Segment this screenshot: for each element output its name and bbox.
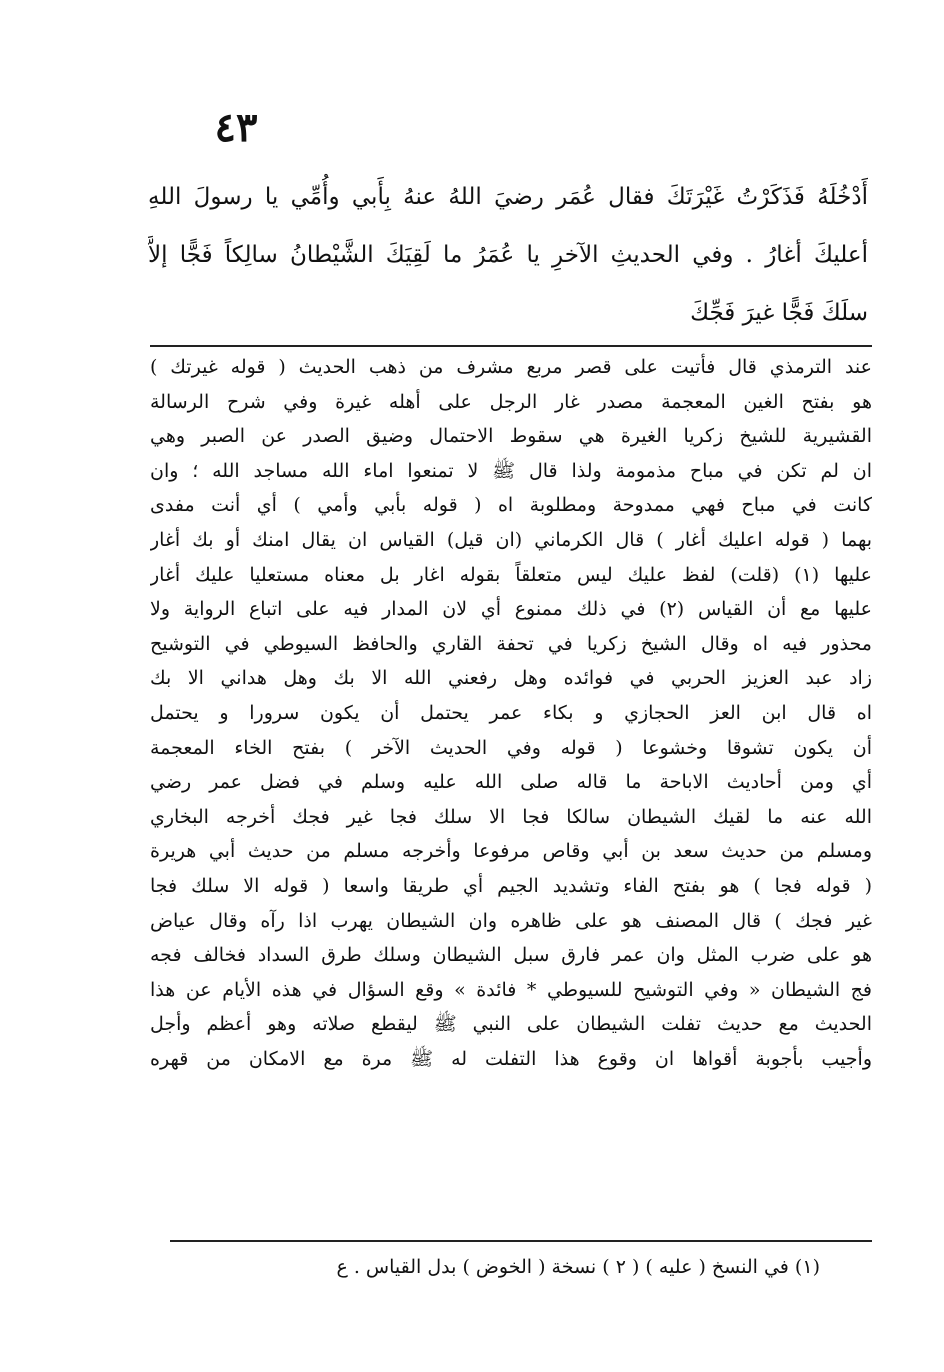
commentary-line: فج الشيطان « وفي التوشيح للسيوطي * فائدة » وقع السؤال في هذه الأيام عن هذا bbox=[150, 978, 872, 1001]
commentary-line: عند الترمذي قال فأتيت على قصر مربع مشرف من ذهب الحديث ( قوله غيرتك ) bbox=[150, 356, 872, 378]
commentary-line: بهما ( قوله اعليك أغار ) قال الكرماني (ان قيل) القياس ان يقال امنك أو بك أغار bbox=[150, 528, 872, 551]
commentary-line: عليها (١) (قلت) لفظ عليك ليس متعلقاً بقوله اغار بل معناه مستعليا عليك أغار bbox=[150, 563, 872, 586]
main-text-line: سلَكَ فَجًّا غيرَ فَجِّكَ bbox=[690, 300, 868, 326]
top-divider bbox=[150, 345, 872, 347]
commentary-line: الحديث مع حديث تفلت الشيطان على النبي ﷺ ليقطع صلاته وهو أعظم وأجل bbox=[150, 1013, 872, 1036]
main-text-line: أعليكَ أغارُ . وفي الحديثِ الآخرِ يا عُمَرُ ما لَقِيَكَ الشَّيْطانُ سالِكاً فَجًّا إلاَّ bbox=[148, 242, 868, 268]
commentary-line: أن يكون تشوقا وخشوعا ( قوله وفي الحديث الآخر ) بفتح الخاء المعجمة bbox=[150, 736, 872, 759]
commentary-line: الله عنه ما لقيك الشيطان سالكا فجا الا سلك فجا غير فجك أخرجه البخاري bbox=[150, 805, 872, 828]
commentary-line: هو على ضرب المثل وان عمر فارق سبل الشيطان وسلك طرق السداد فخالف فجه bbox=[150, 944, 872, 967]
commentary-line: اه قال ابن العز الحجازي و بكاء عمر يحتمل أن يكون سرورا و يحتمل bbox=[150, 701, 872, 724]
footnote-divider bbox=[170, 1240, 872, 1242]
footnote: (١) في النسخ ( عليه ) ( ٢ ) نسخة ( الخوض ) بدل القياس . ع bbox=[336, 1256, 820, 1278]
page-number: ٤٣ bbox=[214, 104, 258, 151]
main-text bbox=[148, 168, 868, 342]
main-text-line: أَدْخُلَهُ فَذَكَرْتُ غَيْرَتَكَ فقال عُمَر رضيَ اللهُ عنهُ بِأَبي وأُمِّي يا رسولَ اللهِ bbox=[148, 184, 868, 210]
commentary-line: أي ومن أحاديث الاباحة ما قاله صلى الله عليه وسلم في فضل عمر رضي bbox=[150, 771, 872, 794]
commentary-text bbox=[150, 350, 872, 1076]
commentary-line: عليها مع أن القياس (٢) في ذلك ممنوع أي لان المدار فيه على اتباع الرواية ولا bbox=[150, 598, 872, 621]
commentary-line: وأجيب بأجوبة أقواها ان وقوع هذا التفلت له ﷺ مرة مع الامكان من قهره bbox=[150, 1047, 872, 1070]
commentary-line: محذور فيه اه وقال الشيخ زكريا في تحفة القاري والحافظ السيوطي في التوشيح bbox=[150, 632, 872, 655]
commentary-line: القشيرية للشيخ زكريا الغيرة هي سقوط الاحتمال وضيق الصدر عن الصبر وهي bbox=[150, 425, 872, 448]
commentary-line: غير فجك ) قال المصنف هو على ظاهره وان الشيطان يهرب اذا رآه وقال عياض bbox=[150, 909, 872, 932]
commentary-line: ومسلم من حديث سعد بن أبي وقاص مرفوعا وأخرجه مسلم من حديث أبي هريرة bbox=[150, 840, 872, 863]
commentary-line: كانت في مباح فهي ممدوحة ومطلوبة اه ( قوله بأبي وأمي ) أي أنت مفدى bbox=[150, 494, 872, 517]
commentary-line: هو بفتح الغين المعجمة مصدر غار الرجل على أهله غيرة وفي شرح الرسالة bbox=[150, 390, 872, 413]
commentary-line: ان لم تكن في مباح مذمومة ولذا قال ﷺ لا تمنعوا اماء الله مساجد الله ؛ وان bbox=[150, 459, 872, 482]
commentary-line: زاد عبد العزيز الحربي في فوائده وهل رفعني الله الا بك وهل هداني الا بك bbox=[150, 667, 872, 690]
commentary-line: ( قوله فجا ) هو بفتح الفاء وتشديد الجيم أي طريقا واسعا ( قوله الا سلك فجا bbox=[150, 874, 872, 897]
